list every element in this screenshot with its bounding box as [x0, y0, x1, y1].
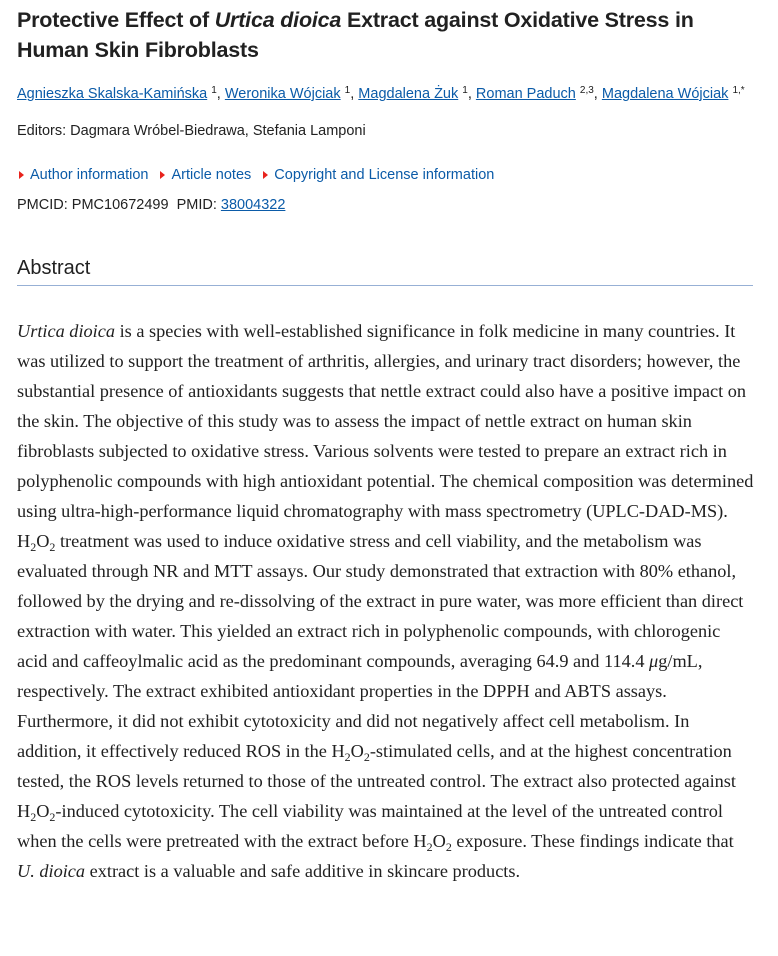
author-link[interactable]: Magdalena Żuk — [358, 86, 459, 102]
h2o2-formula: $H_2O_2$ — [17, 801, 56, 824]
affiliation-marker[interactable]: 1 — [344, 85, 351, 96]
author-link[interactable]: Magdalena Wójciak — [601, 86, 729, 102]
h2o2-formula: $H_2O_2$ — [413, 831, 452, 854]
pmid-link[interactable]: 38004322 — [220, 197, 286, 213]
affiliation-marker[interactable]: 1 — [211, 85, 217, 96]
article-identifiers: PMCID: PMC10672499 PMID: 38004322 — [17, 197, 286, 213]
affiliation-marker[interactable]: 1 — [462, 85, 468, 96]
author-information-toggle[interactable]: Author information — [17, 165, 148, 185]
article-page — [17, 0, 753, 886]
editors-line: Editors: Dagmara Wróbel-Biedrawa, Stefania Lamponi — [17, 123, 366, 139]
triangle-right-icon — [19, 171, 24, 179]
author-link[interactable]: Agnieszka Skalska-Kamińska — [17, 86, 208, 102]
author-link[interactable]: Roman Paduch — [475, 86, 576, 102]
article-title: Protective Effect of Urtica dioica Extract against Oxidative Stress in Human Skin Fibroblasts — [17, 8, 694, 62]
affiliation-marker[interactable]: 2,3 — [579, 85, 594, 96]
abstract-heading: Abstract — [17, 255, 753, 286]
article-info-toggles — [17, 165, 753, 185]
triangle-right-icon — [263, 171, 268, 179]
abstract-text: Urtica dioica is a species with well-established significance in folk medicine in many countries. It was utilized to support the treatment of arthritis, allergies, and urinary tract disorders; however, the substantial presence of antioxidants suggests that nettle extract could also have a positive impact on the skin. The objective of this study was to assess the impact of nettle extract on human skin fibroblasts subjected to oxidative stress. Various solvents were tested to prepare an extract rich in polyphenolic compounds with high antioxidant potential. The chemical composition was determined using ultra-high-performance liquid chromatography with mass spectrometry (UPLC-DAD-MS). $H_2O_2$ treatment was used to induce oxidative stress and cell viability, and the metabolism was evaluated through NR and MTT assays. Our study demonstrated that extraction with 80% ethanol, followed by the drying and re-dissolving of the extract in pure water, was more efficient than direct extraction with water. This yielded an extract rich in polyphenolic compounds, with chlorogenic acid and caffeoylmalic acid as the predominant compounds, averaging 64.9 and 114.4 μg/mL, respectively. The extract exhibited antioxidant properties in the DPPH and ABTS assays. Furthermore, it did not exhibit cytotoxicity and did not negatively affect cell metabolism. In addition, it effectively reduced ROS in the $H_2O_2$-stimulated cells, and at the highest concentration tested, the ROS levels returned to those of the untreated control. The extract also protected against $H_2O_2$-induced cytotoxicity. The cell viability was maintained at the level of the untreated control when the cells were pretreated with the extract before $H_2O_2$ exposure. These findings indicate that U. dioica extract is a valuable and safe additive in skincare products. — [17, 321, 754, 881]
author-link[interactable]: Weronika Wójciak — [224, 86, 341, 102]
pmcid: PMCID: PMC10672499 — [17, 197, 169, 213]
article-notes-toggle[interactable]: Article notes — [158, 165, 251, 185]
copyright-license-toggle[interactable]: Copyright and License information — [261, 165, 494, 185]
author-list: Agnieszka Skalska-Kamińska $^1$, Weronika Wójciak $^1$, Magdalena Żuk $^1$, Roman Paduch $^{2,3}$, Magdalena Wójciak $^{1,*}$ — [17, 85, 745, 102]
affiliation-marker[interactable]: 1,* — [732, 85, 745, 96]
triangle-right-icon — [160, 171, 165, 179]
h2o2-formula: $H_2O_2$ — [17, 531, 56, 554]
species-name: Urtica dioica — [214, 8, 342, 32]
h2o2-formula: $H_2O_2$ — [331, 741, 370, 764]
